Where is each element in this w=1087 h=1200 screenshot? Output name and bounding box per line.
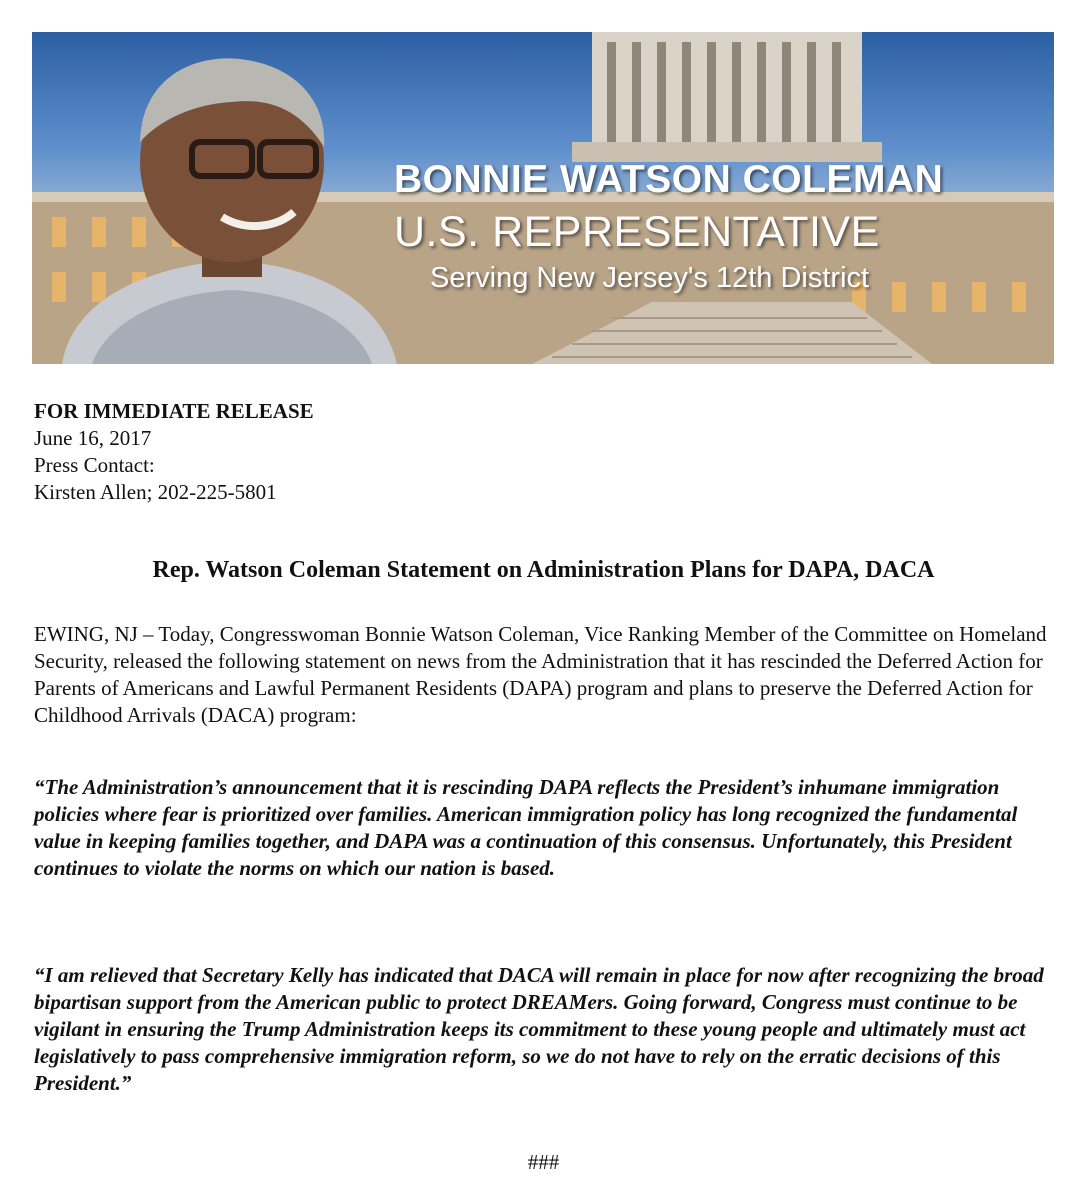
intro-paragraph: EWING, NJ – Today, Congresswoman Bonnie Watson Coleman, Vice Ranking Member of the Committee on Homeland Security, released the following statement on news from the Administration that it has rescinded the Deferred Action for Parents of Americans and Lawful Permanent Residents (DAPA) program and plans to preserve the Deferred Action for Childhood Arrivals (DACA) program: bbox=[34, 622, 1047, 727]
press-contact-info: Kirsten Allen; 202-225-5801 bbox=[34, 480, 277, 504]
banner-office-title: U.S. REPRESENTATIVE bbox=[394, 208, 880, 256]
banner-district-subtitle: Serving New Jersey's 12th District bbox=[430, 262, 870, 294]
release-date: June 16, 2017 bbox=[34, 426, 152, 450]
end-mark: ### bbox=[527, 1150, 560, 1174]
header-banner bbox=[32, 32, 1054, 364]
capitol-dome-graphic bbox=[572, 32, 882, 162]
banner-representative-name: BONNIE WATSON COLEMAN bbox=[394, 158, 944, 201]
release-header bbox=[34, 398, 314, 506]
press-contact-label: Press Contact: bbox=[34, 453, 155, 477]
statement-headline: Rep. Watson Coleman Statement on Administration Plans for DAPA, DACA bbox=[152, 557, 935, 583]
quote-paragraph: “The Administration’s announcement that it is rescinding DAPA reflects the President’s inhumane immigration policies where fear is prioritized over families. American immigration policy has long recognized the fundamental value in keeping families together, and DAPA was a continuation of this consensus. Unfortunately, this President continues to violate the norms on which our nation is based. bbox=[34, 775, 1018, 880]
release-label: FOR IMMEDIATE RELEASE bbox=[34, 399, 314, 423]
quote-paragraph: “I am relieved that Secretary Kelly has indicated that DACA will remain in place for now after recognizing the broad bipartisan support from the American public to protect DREAMers. Going forward, Congress must continue to be vigilant in ensuring the Trump Administration keeps its commitment to these young people and ultimately must act legislatively to pass comprehensive immigration reform, so we do not have to rely on the erratic decisions of this President.” bbox=[34, 963, 1044, 1095]
